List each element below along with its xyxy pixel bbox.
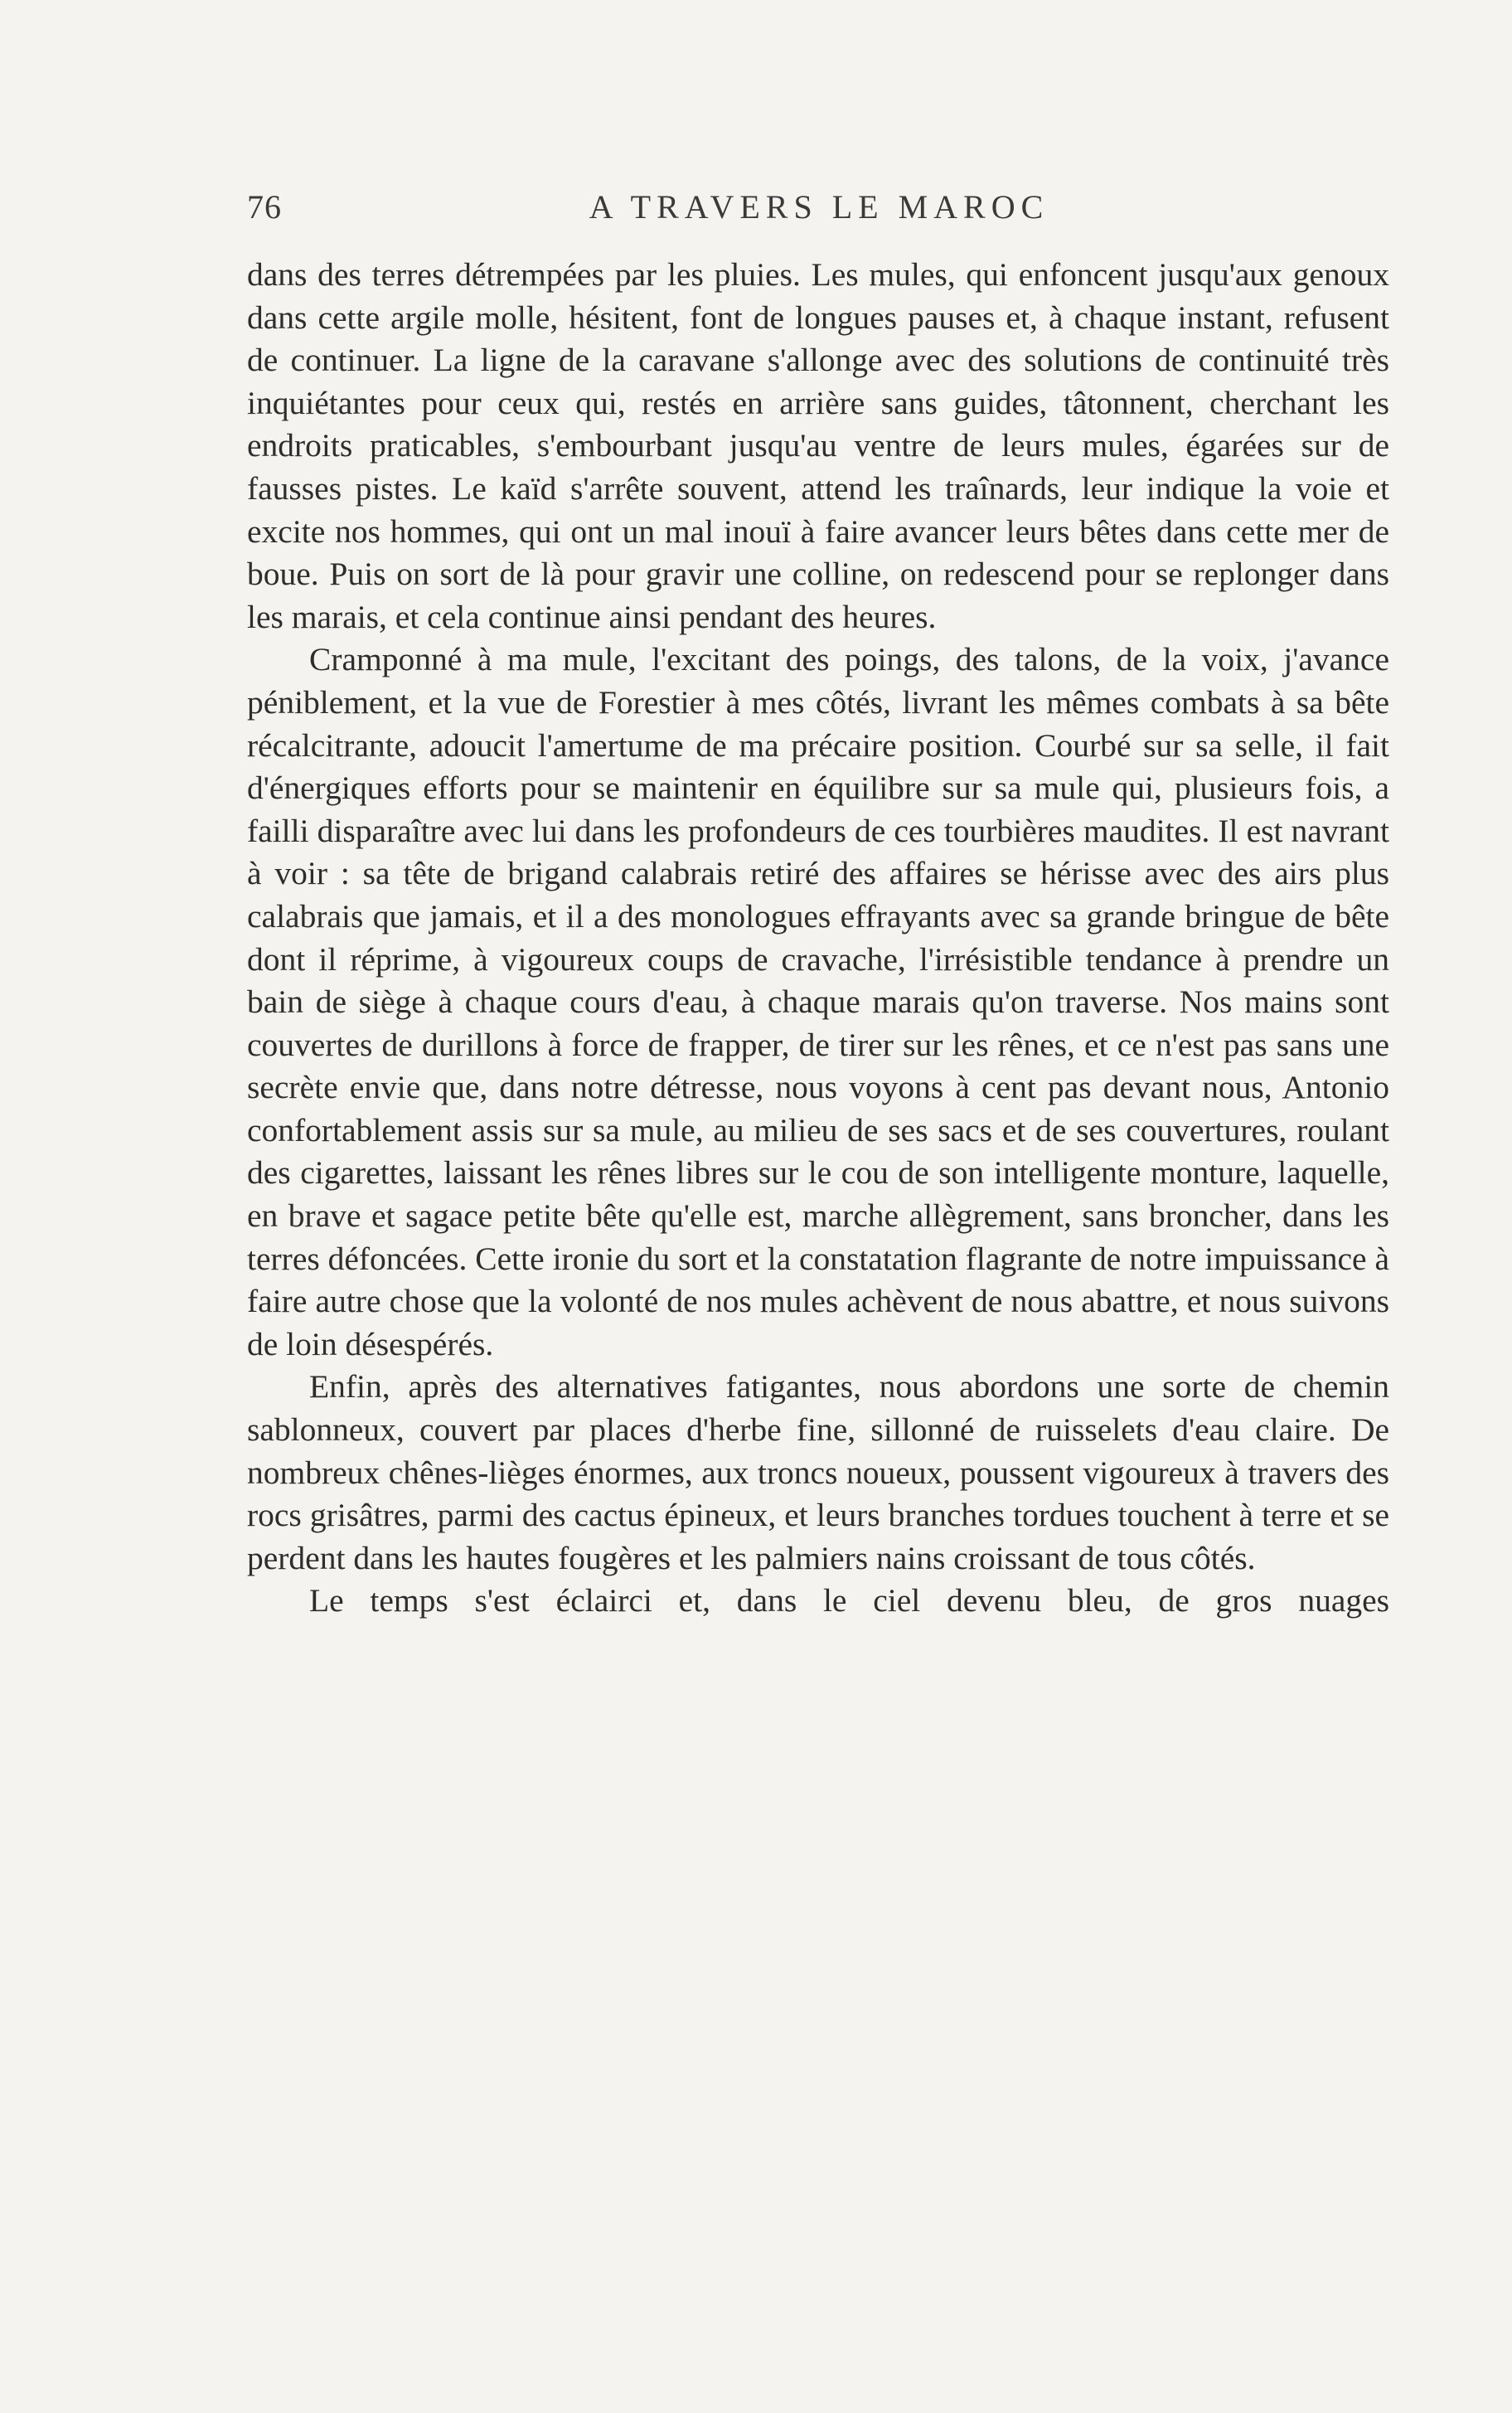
running-title: A TRAVERS LE MAROC: [589, 188, 1049, 226]
paragraph-3: Enfin, après des alternatives fatigantes, nous abordons une sorte de chemin sablonneux, couvert par places d'herbe fine, sillonné de ruisselets d'eau claire. De nombreux chênes-lièges énormes, aux troncs noueux, poussent vigoureux à travers des rocs grisâtres, parmi des cactus épineux, et leurs branches tordues touchent à terre et se perdent dans les hautes fougères et les palmiers nains croissant de tous côtés.: [247, 1368, 1389, 1576]
paragraph-2: Cramponné à ma mule, l'excitant des poings, des talons, de la voix, j'avance péniblement, et la vue de Forestier à mes côtés, livrant les mêmes combats à sa bête récalcitrante, adoucit l'amertume de ma précaire position. Courbé sur sa selle, il fait d'énergiques efforts pour se maintenir en équilibre sur sa mule qui, plusieurs fois, a failli disparaître avec lui dans les profondeurs de ces tourbières maudites. Il est navrant à voir : sa tête de brigand calabrais retiré des affaires se hérisse avec des airs plus calabrais que jamais, et il a des monologues effrayants avec sa grande bringue de bête dont il réprime, à vigoureux coups de cravache, l'irrésistible tendance à prendre un bain de siège à chaque cours d'eau, à chaque marais qu'on traverse. Nos mains sont couvertes de durillons à force de frapper, de tirer sur les rênes, et ce n'est pas sans une secrète envie que, dans notre détresse, nous voyons à cent pas devant nous, Antonio confortablement assis sur sa mule, au milieu de ses sacs et de ses couvertures, roulant des cigarettes, laissant les rênes libres sur le cou de son intelligente monture, laquelle, en brave et sagace petite bête qu'elle est, marche allègrement, sans broncher, dans les terres défoncées. Cette ironie du sort et la constatation flagrante de notre impuissance à faire autre chose que la volonté de nos mules achèvent de nous abattre, et nous suivons de loin désespérés.: [247, 641, 1389, 1362]
paragraph-4: Le temps s'est éclairci et, dans le ciel devenu bleu, de gros nuages: [309, 1582, 1389, 1619]
page-number: 76: [247, 188, 282, 226]
body-text: [247, 254, 1389, 1623]
paragraph-1: dans des terres détrempées par les pluies. Les mules, qui enfoncent jusqu'aux genoux dans cette argile molle, hésitent, font de longues pauses et, à chaque instant, refusent de continuer. La ligne de la caravane s'allonge avec des solutions de continuité très inquiétantes pour ceux qui, restés en arrière sans guides, tâtonnent, cherchant les endroits praticables, s'embourbant jusqu'au ventre de leurs mules, égarées sur de fausses pistes. Le kaïd s'arrête souvent, attend les traînards, leur indique la voie et excite nos hommes, qui ont un mal inouï à faire avancer leurs bêtes dans cette mer de boue. Puis on sort de là pour gravir une colline, on redescend pour se replonger dans les marais, et cela continue ainsi pendant des heures.: [247, 256, 1389, 635]
page-header: [247, 187, 1391, 237]
